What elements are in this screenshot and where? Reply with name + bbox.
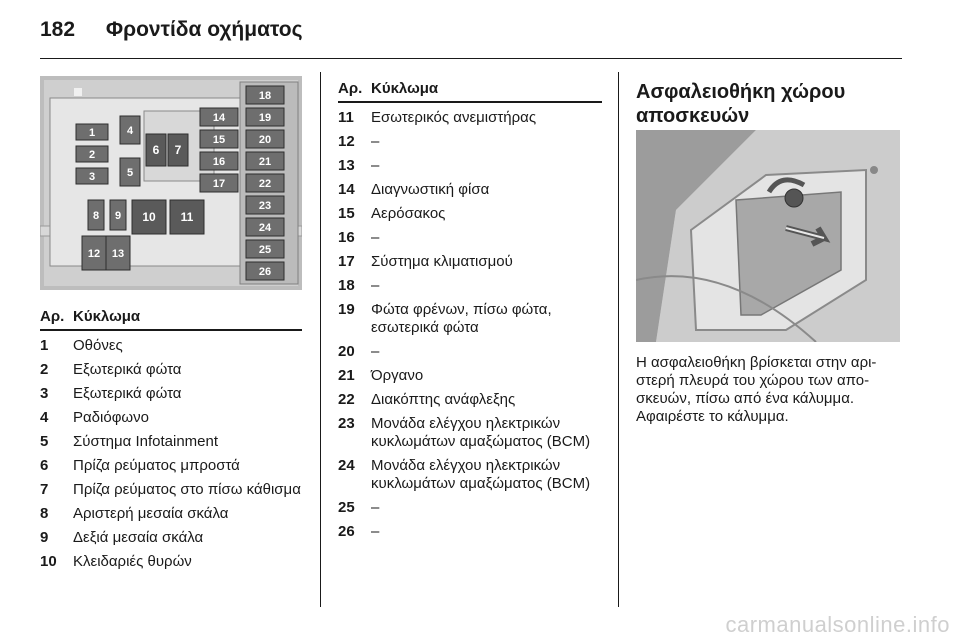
fuse-table-left <box>40 308 302 571</box>
table-row <box>40 385 302 403</box>
fuse-label: 16 <box>212 156 226 168</box>
row-circuit: Κλειδαριές θυρών <box>73 553 192 570</box>
row-number: 21 <box>338 367 355 384</box>
row-circuit: Δεξιά μεσαία σκάλα <box>73 529 204 546</box>
table-row <box>338 415 602 451</box>
page-number: 182 <box>40 18 76 41</box>
row-number: 15 <box>338 205 355 222</box>
row-number: 18 <box>338 277 355 294</box>
page-header <box>40 18 303 42</box>
table-row <box>338 301 602 337</box>
row-number: 20 <box>338 343 355 360</box>
section-paragraph: Η ασφαλειοθήκη βρίσκεται στην αρι-στερή πλευρά του χώρου των απο-σκευών, πίσω από ένα κάλυμμα. Αφαιρέστε το κάλυμμα. <box>636 354 877 425</box>
row-number: 16 <box>338 229 355 246</box>
table-row <box>338 367 602 385</box>
fuse-label: 4 <box>126 125 134 137</box>
fuse-label: 25 <box>258 244 272 256</box>
table-row <box>40 361 302 379</box>
table-row <box>338 109 602 127</box>
table-row <box>40 481 302 499</box>
table-row <box>40 337 302 355</box>
table-row <box>338 253 602 271</box>
table-row <box>338 229 602 247</box>
table-row <box>40 457 302 475</box>
row-circuit: Όργανο <box>371 367 424 384</box>
row-number: 23 <box>338 415 355 432</box>
fusebox-diagram <box>40 76 302 290</box>
row-circuit: Εσωτερικός ανεμιστήρας <box>371 109 537 126</box>
fuse-label: 2 <box>88 149 96 161</box>
row-circuit: Πρίζα ρεύματος στο πίσω κάθισμα <box>73 481 301 498</box>
table-row <box>338 181 602 199</box>
fuse-label: 26 <box>258 266 272 278</box>
row-number: 8 <box>40 505 49 522</box>
table-row <box>338 343 602 361</box>
row-number: 17 <box>338 253 355 270</box>
table-row <box>338 133 602 151</box>
col-num-header: Αρ. <box>338 80 363 97</box>
fuse-label: 15 <box>212 134 226 146</box>
row-circuit: Σύστημα κλιματισμού <box>371 253 513 270</box>
fuse-label: 17 <box>212 178 226 190</box>
row-circuit: Σύστημα Infotainment <box>73 433 219 450</box>
fuse-label: 19 <box>258 112 272 124</box>
fuse-label: 5 <box>126 167 134 179</box>
table-row <box>40 505 302 523</box>
row-number: 19 <box>338 301 355 318</box>
row-circuit: Ραδιόφωνο <box>73 409 149 426</box>
watermark: carmanualsonline.info <box>725 612 950 637</box>
fuse-label: 7 <box>174 143 182 157</box>
row-number: 25 <box>338 499 355 516</box>
row-circuit: Μονάδα ελέγχου ηλεκτρικών κυκλωμάτων αμαξώματος (BCM) <box>371 457 591 492</box>
row-number: 10 <box>40 553 57 570</box>
fuse-label: 14 <box>212 112 226 124</box>
table-row <box>40 553 302 571</box>
fuse-label: 24 <box>258 222 272 234</box>
row-number: 3 <box>40 385 49 402</box>
column-divider-left <box>320 72 321 607</box>
table-header <box>338 80 602 103</box>
header-rule <box>40 58 902 59</box>
table-row <box>40 409 302 427</box>
row-circuit: Οθόνες <box>73 337 123 354</box>
row-circuit: – <box>371 277 380 294</box>
col-num-header: Αρ. <box>40 308 65 325</box>
row-number: 7 <box>40 481 49 498</box>
row-number: 1 <box>40 337 49 354</box>
row-number: 5 <box>40 433 49 450</box>
row-circuit: Μονάδα ελέγχου ηλεκτρικών κυκλωμάτων αμαξώματος (BCM) <box>371 415 591 450</box>
row-number: 11 <box>338 109 354 126</box>
row-number: 26 <box>338 523 355 540</box>
trunk-fusebox-photo <box>636 130 900 342</box>
table-row <box>338 277 602 295</box>
fuse-label: 8 <box>92 210 100 222</box>
row-circuit: – <box>371 499 380 516</box>
row-circuit: – <box>371 523 380 540</box>
table-header <box>40 308 302 331</box>
fuse-label: 20 <box>258 134 272 146</box>
row-circuit: Εξωτερικά φώτα <box>73 385 182 402</box>
table-row <box>40 433 302 451</box>
row-circuit: – <box>371 133 380 150</box>
fuse-label: 9 <box>114 210 122 222</box>
row-number: 2 <box>40 361 49 378</box>
col-circuit-header: Κύκλωμα <box>73 308 141 325</box>
fuse-label: 10 <box>142 210 156 224</box>
row-number: 6 <box>40 457 49 474</box>
row-circuit: – <box>371 229 380 246</box>
fuse-label: 6 <box>152 143 160 157</box>
row-circuit: Φώτα φρένων, πίσω φώτα, εσωτερικά φώτα <box>371 301 552 336</box>
fuse-label: 23 <box>258 200 272 212</box>
row-number: 14 <box>338 181 355 198</box>
column-divider-right <box>618 72 619 607</box>
page-title: Φροντίδα οχήματος <box>105 18 303 41</box>
table-row <box>338 499 602 517</box>
fuse-label: 1 <box>88 127 96 139</box>
fuse-label: 12 <box>87 248 101 260</box>
row-circuit: – <box>371 157 380 174</box>
table-row <box>338 391 602 409</box>
row-circuit: Διαγνωστική φίσα <box>371 181 490 198</box>
row-number: 13 <box>338 157 355 174</box>
row-number: 22 <box>338 391 355 408</box>
fuse-label: 22 <box>258 178 272 190</box>
fuse-label: 13 <box>111 248 125 260</box>
table-row <box>338 523 602 541</box>
section-title: Ασφαλειοθήκη χώρου αποσκευών <box>636 81 846 127</box>
row-circuit: Διακόπτης ανάφλεξης <box>371 391 516 408</box>
table-row <box>40 529 302 547</box>
col-circuit-header: Κύκλωμα <box>371 80 439 97</box>
row-number: 4 <box>40 409 49 426</box>
table-row <box>338 457 602 493</box>
fuse-label: 18 <box>258 90 272 102</box>
row-number: 24 <box>338 457 355 474</box>
fuse-label: 3 <box>88 171 96 183</box>
fuse-label: 21 <box>258 156 272 168</box>
table-row <box>338 157 602 175</box>
row-circuit: Αερόσακος <box>371 205 446 222</box>
row-number: 12 <box>338 133 355 150</box>
row-number: 9 <box>40 529 49 546</box>
row-circuit: Πρίζα ρεύματος μπροστά <box>73 457 240 474</box>
fuse-label: 11 <box>180 210 194 224</box>
fuse-table-right <box>338 80 602 541</box>
row-circuit: – <box>371 343 380 360</box>
row-circuit: Εξωτερικά φώτα <box>73 361 182 378</box>
row-circuit: Αριστερή μεσαία σκάλα <box>73 505 229 522</box>
table-row <box>338 205 602 223</box>
